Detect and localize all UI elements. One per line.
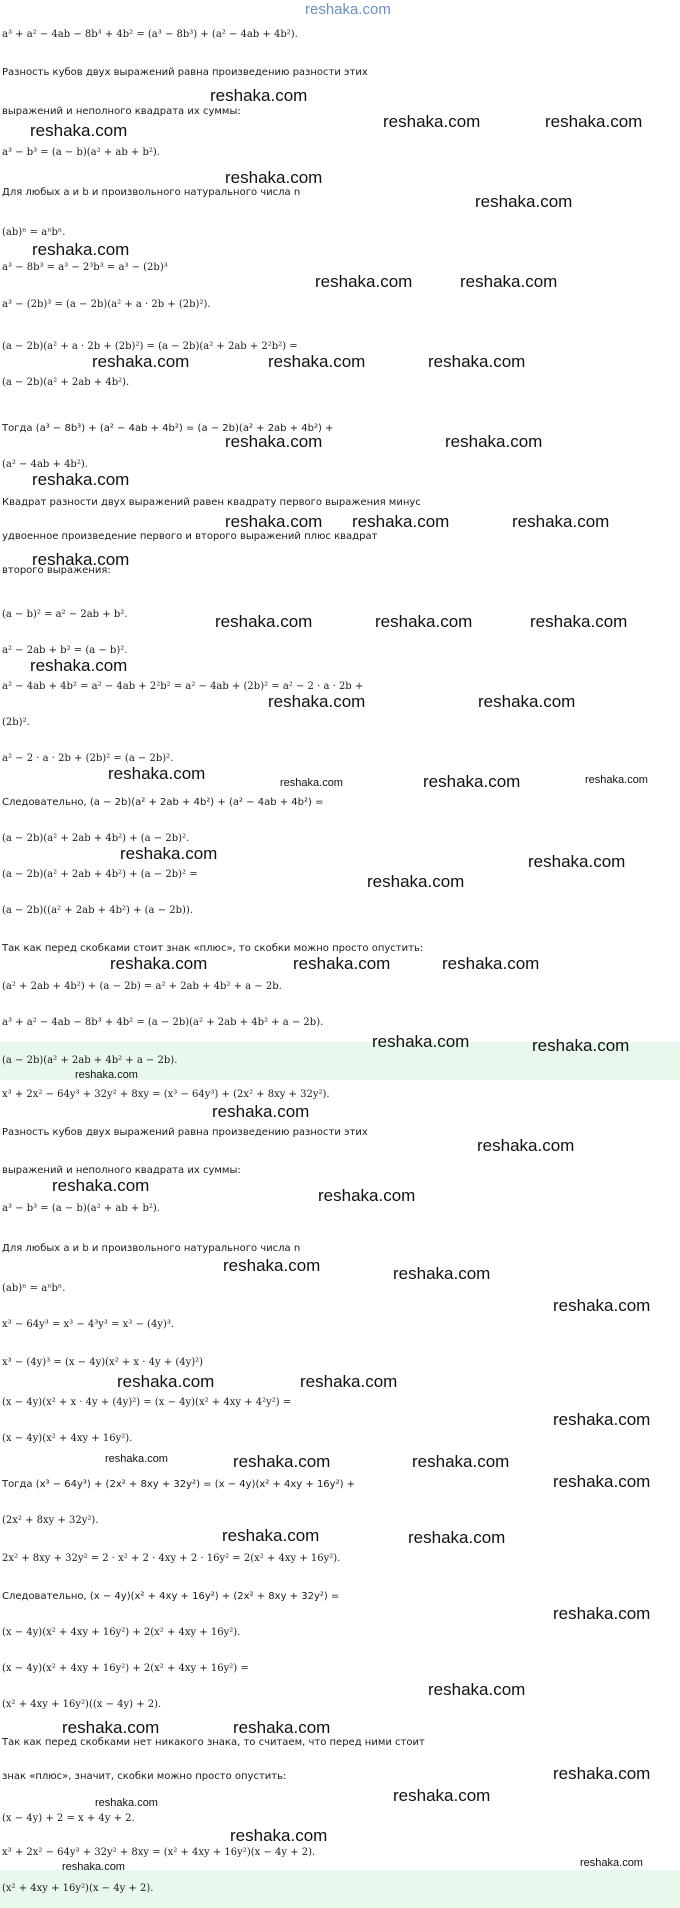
equation-line: a³ − b³ = (a − b)(a² + ab + b²). — [2, 147, 160, 158]
watermark: reshaka.com — [233, 1452, 331, 1471]
equation-line: (ab)ⁿ = aⁿbⁿ. — [2, 227, 66, 238]
watermark: reshaka.com — [318, 1186, 416, 1205]
watermark: reshaka.com — [553, 1604, 651, 1623]
text-line: Тогда (a³ − 8b³) + (a² − 4ab + 4b²) = (a − 2b)(a² + 2ab + 4b²) + — [2, 423, 334, 434]
watermark: reshaka.com — [225, 168, 323, 187]
equation-line: (ab)ⁿ = aⁿbⁿ. — [2, 1283, 66, 1294]
text-line: Так как перед скобками стоит знак «плюс», то скобки можно просто опустить: — [2, 943, 424, 954]
watermark: reshaka.com — [223, 1256, 321, 1275]
equation-line: a³ − 8b³ = a³ − 2³b³ = a³ − (2b)³ — [2, 262, 168, 273]
equation-line: a² − 2ab + b² = (a − b)². — [2, 645, 128, 656]
watermark: reshaka.com — [117, 1372, 215, 1391]
text-line: Следовательно, (x − 4y)(x² + 4xy + 16y²) + (2x² + 8xy + 32y²) = — [2, 1591, 340, 1602]
watermark: reshaka.com — [375, 612, 473, 631]
watermark: reshaka.com — [383, 112, 481, 131]
watermark: reshaka.com — [293, 954, 391, 973]
watermark: reshaka.com — [268, 352, 366, 371]
watermark: reshaka.com — [233, 1718, 331, 1737]
text-line: выражений и неполного квадрата их суммы: — [2, 106, 241, 117]
equation-line: (x − 4y)(x² + 4xy + 16y²). — [2, 1433, 133, 1444]
watermark: reshaka.com — [210, 86, 308, 105]
text-line: Тогда (x³ − 64y³) + (2x² + 8xy + 32y²) = (x − 4y)(x² + 4xy + 16y²) + — [2, 1479, 356, 1490]
equation-line: a³ + a² − 4ab − 8b³ + 4b² = (a − 2b)(a² + 2ab + 4b² + a − 2b). — [2, 1017, 324, 1028]
watermark: reshaka.com — [95, 1797, 158, 1809]
answer-line: (x² + 4xy + 16y²)(x − 4y + 2). — [0, 1870, 680, 1908]
watermark: reshaka.com — [580, 1857, 643, 1869]
watermark: reshaka.com — [408, 1528, 506, 1547]
equation-line: (x² + 4xy + 16y²)((x − 4y) + 2). — [2, 1699, 162, 1710]
watermark: reshaka.com — [225, 432, 323, 451]
watermark: reshaka.com — [32, 550, 130, 569]
text-line: Следовательно, (a − 2b)(a² + 2ab + 4b²) + (a² − 4ab + 4b²) = — [2, 797, 324, 808]
watermark: reshaka.com — [32, 240, 130, 259]
watermark: reshaka.com — [315, 272, 413, 291]
equation-line: a³ + a² − 4ab − 8b³ + 4b² = (a³ − 8b³) + (a² − 4ab + 4b²). — [2, 29, 298, 40]
equation-line: (a − 2b)((a² + 2ab + 4b²) + (a − 2b)). — [2, 905, 193, 916]
watermark: reshaka.com — [460, 272, 558, 291]
watermark: reshaka.com — [75, 1069, 138, 1081]
watermark: reshaka.com — [512, 512, 610, 531]
watermark: reshaka.com — [585, 774, 648, 786]
text-line: второго выражения: — [2, 565, 111, 576]
watermark: reshaka.com — [412, 1452, 510, 1471]
equation-line: a³ − b³ = (a − b)(a² + ab + b²). — [2, 1203, 160, 1214]
watermark: reshaka.com — [352, 512, 450, 531]
watermark: reshaka.com — [442, 954, 540, 973]
watermark: reshaka.com — [475, 192, 573, 211]
equation-line: (a² − 4ab + 4b²). — [2, 459, 88, 470]
equation-line: (a − 2b)(a² + a · 2b + (2b)²) = (a − 2b)(a² + 2ab + 2²b²) = — [2, 341, 298, 352]
text-line: Для любых a и b и произвольного натурального числа n — [2, 187, 301, 198]
equation-line: x³ − 64y³ = x³ − 4³y³ = x³ − (4y)³. — [2, 1319, 175, 1330]
answer-line: (a − 2b)(a² + 2ab + 4b² + a − 2b). — [0, 1042, 680, 1080]
watermark: reshaka.com — [367, 872, 465, 891]
equation-line: (a − 2b)(a² + 2ab + 4b²) + (a − 2b)² = — [2, 869, 198, 880]
equation-line: (2b)². — [2, 717, 30, 728]
watermark: reshaka.com — [305, 1, 391, 18]
watermark: reshaka.com — [62, 1718, 160, 1737]
text-line: Так как перед скобками нет никакого знака, то считаем, что перед ними стоит — [2, 1737, 425, 1748]
watermark: reshaka.com — [110, 954, 208, 973]
watermark: reshaka.com — [52, 1176, 150, 1195]
equation-line: a² − 2 · a · 2b + (2b)² = (a − 2b)². — [2, 753, 174, 764]
watermark: reshaka.com — [230, 1826, 328, 1845]
text-line: удвоенное произведение первого и второго выражений плюс квадрат — [2, 531, 378, 542]
equation-line: (x − 4y) + 2 = x + 4y + 2. — [2, 1813, 135, 1824]
watermark: reshaka.com — [280, 777, 343, 789]
watermark: reshaka.com — [553, 1410, 651, 1429]
equation-line: (a − b)² = a² − 2ab + b². — [2, 609, 128, 620]
watermark: reshaka.com — [393, 1786, 491, 1805]
equation-line: (x − 4y)(x² + 4xy + 16y²) + 2(x² + 4xy + 16y²) = — [2, 1663, 249, 1674]
watermark: reshaka.com — [30, 656, 128, 675]
watermark: reshaka.com — [528, 852, 626, 871]
watermark: reshaka.com — [62, 1861, 125, 1873]
equation-line: (x − 4y)(x² + 4xy + 16y²) + 2(x² + 4xy + 16y²). — [2, 1627, 241, 1638]
text-line: Разность кубов двух выражений равна произведению разности этих — [2, 67, 368, 78]
watermark: reshaka.com — [428, 352, 526, 371]
watermark: reshaka.com — [477, 1136, 575, 1155]
watermark: reshaka.com — [545, 112, 643, 131]
text-line: Для любых a и b и произвольного натурального числа n — [2, 1243, 301, 1254]
equation-line: x³ + 2x² − 64y³ + 32y² + 8xy = (x³ − 64y³) + (2x² + 8xy + 32y²). — [2, 1089, 330, 1100]
equation-line: (x − 4y)(x² + x · 4y + (4y)²) = (x − 4y)(x² + 4xy + 4²y²) = — [2, 1397, 292, 1408]
watermark: reshaka.com — [268, 692, 366, 711]
watermark: reshaka.com — [372, 1032, 470, 1051]
text-line: выражений и неполного квадрата их суммы: — [2, 1165, 241, 1176]
watermark: reshaka.com — [445, 432, 543, 451]
watermark: reshaka.com — [215, 612, 313, 631]
watermark: reshaka.com — [120, 844, 218, 863]
watermark: reshaka.com — [423, 772, 521, 791]
watermark: reshaka.com — [553, 1472, 651, 1491]
watermark: reshaka.com — [225, 512, 323, 531]
watermark: reshaka.com — [92, 352, 190, 371]
watermark: reshaka.com — [428, 1680, 526, 1699]
watermark: reshaka.com — [105, 1453, 168, 1465]
equation-line: (2x² + 8xy + 32y²). — [2, 1515, 99, 1526]
watermark: reshaka.com — [30, 121, 128, 140]
watermark: reshaka.com — [108, 764, 206, 783]
equation-line: 2x² + 8xy + 32y² = 2 · x² + 2 · 4xy + 2 · 16y² = 2(x² + 4xy + 16y²). — [2, 1553, 341, 1564]
watermark: reshaka.com — [300, 1372, 398, 1391]
watermark: reshaka.com — [212, 1102, 310, 1121]
watermark: reshaka.com — [553, 1296, 651, 1315]
watermark: reshaka.com — [222, 1526, 320, 1545]
text-line: Квадрат разности двух выражений равен квадрату первого выражения минус — [2, 497, 421, 508]
equation-line: x³ − (4y)³ = (x − 4y)(x² + x · 4y + (4y)²) — [2, 1357, 204, 1368]
watermark: reshaka.com — [32, 470, 130, 489]
watermark: reshaka.com — [393, 1264, 491, 1283]
watermark: reshaka.com — [530, 612, 628, 631]
equation-line: a³ − (2b)³ = (a − 2b)(a² + a · 2b + (2b)²). — [2, 299, 211, 310]
equation-line: (a − 2b)(a² + 2ab + 4b²) + (a − 2b)². — [2, 833, 190, 844]
text-line: Разность кубов двух выражений равна произведению разности этих — [2, 1127, 368, 1138]
text-line: знак «плюс», значит, скобки можно просто опустить: — [2, 1771, 287, 1782]
equation-line: (a² + 2ab + 4b²) + (a − 2b) = a² + 2ab + 4b² + a − 2b. — [2, 981, 282, 992]
watermark: reshaka.com — [532, 1036, 630, 1055]
equation-line: (a − 2b)(a² + 2ab + 4b²). — [2, 377, 130, 388]
equation-line: a² − 4ab + 4b² = a² − 4ab + 2²b² = a² − 4ab + (2b)² = a² − 2 · a · 2b + — [2, 681, 364, 692]
watermark: reshaka.com — [478, 692, 576, 711]
equation-line: x³ + 2x² − 64y³ + 32y² + 8xy = (x² + 4xy + 16y²)(x − 4y + 2). — [2, 1847, 316, 1858]
watermark: reshaka.com — [553, 1764, 651, 1783]
